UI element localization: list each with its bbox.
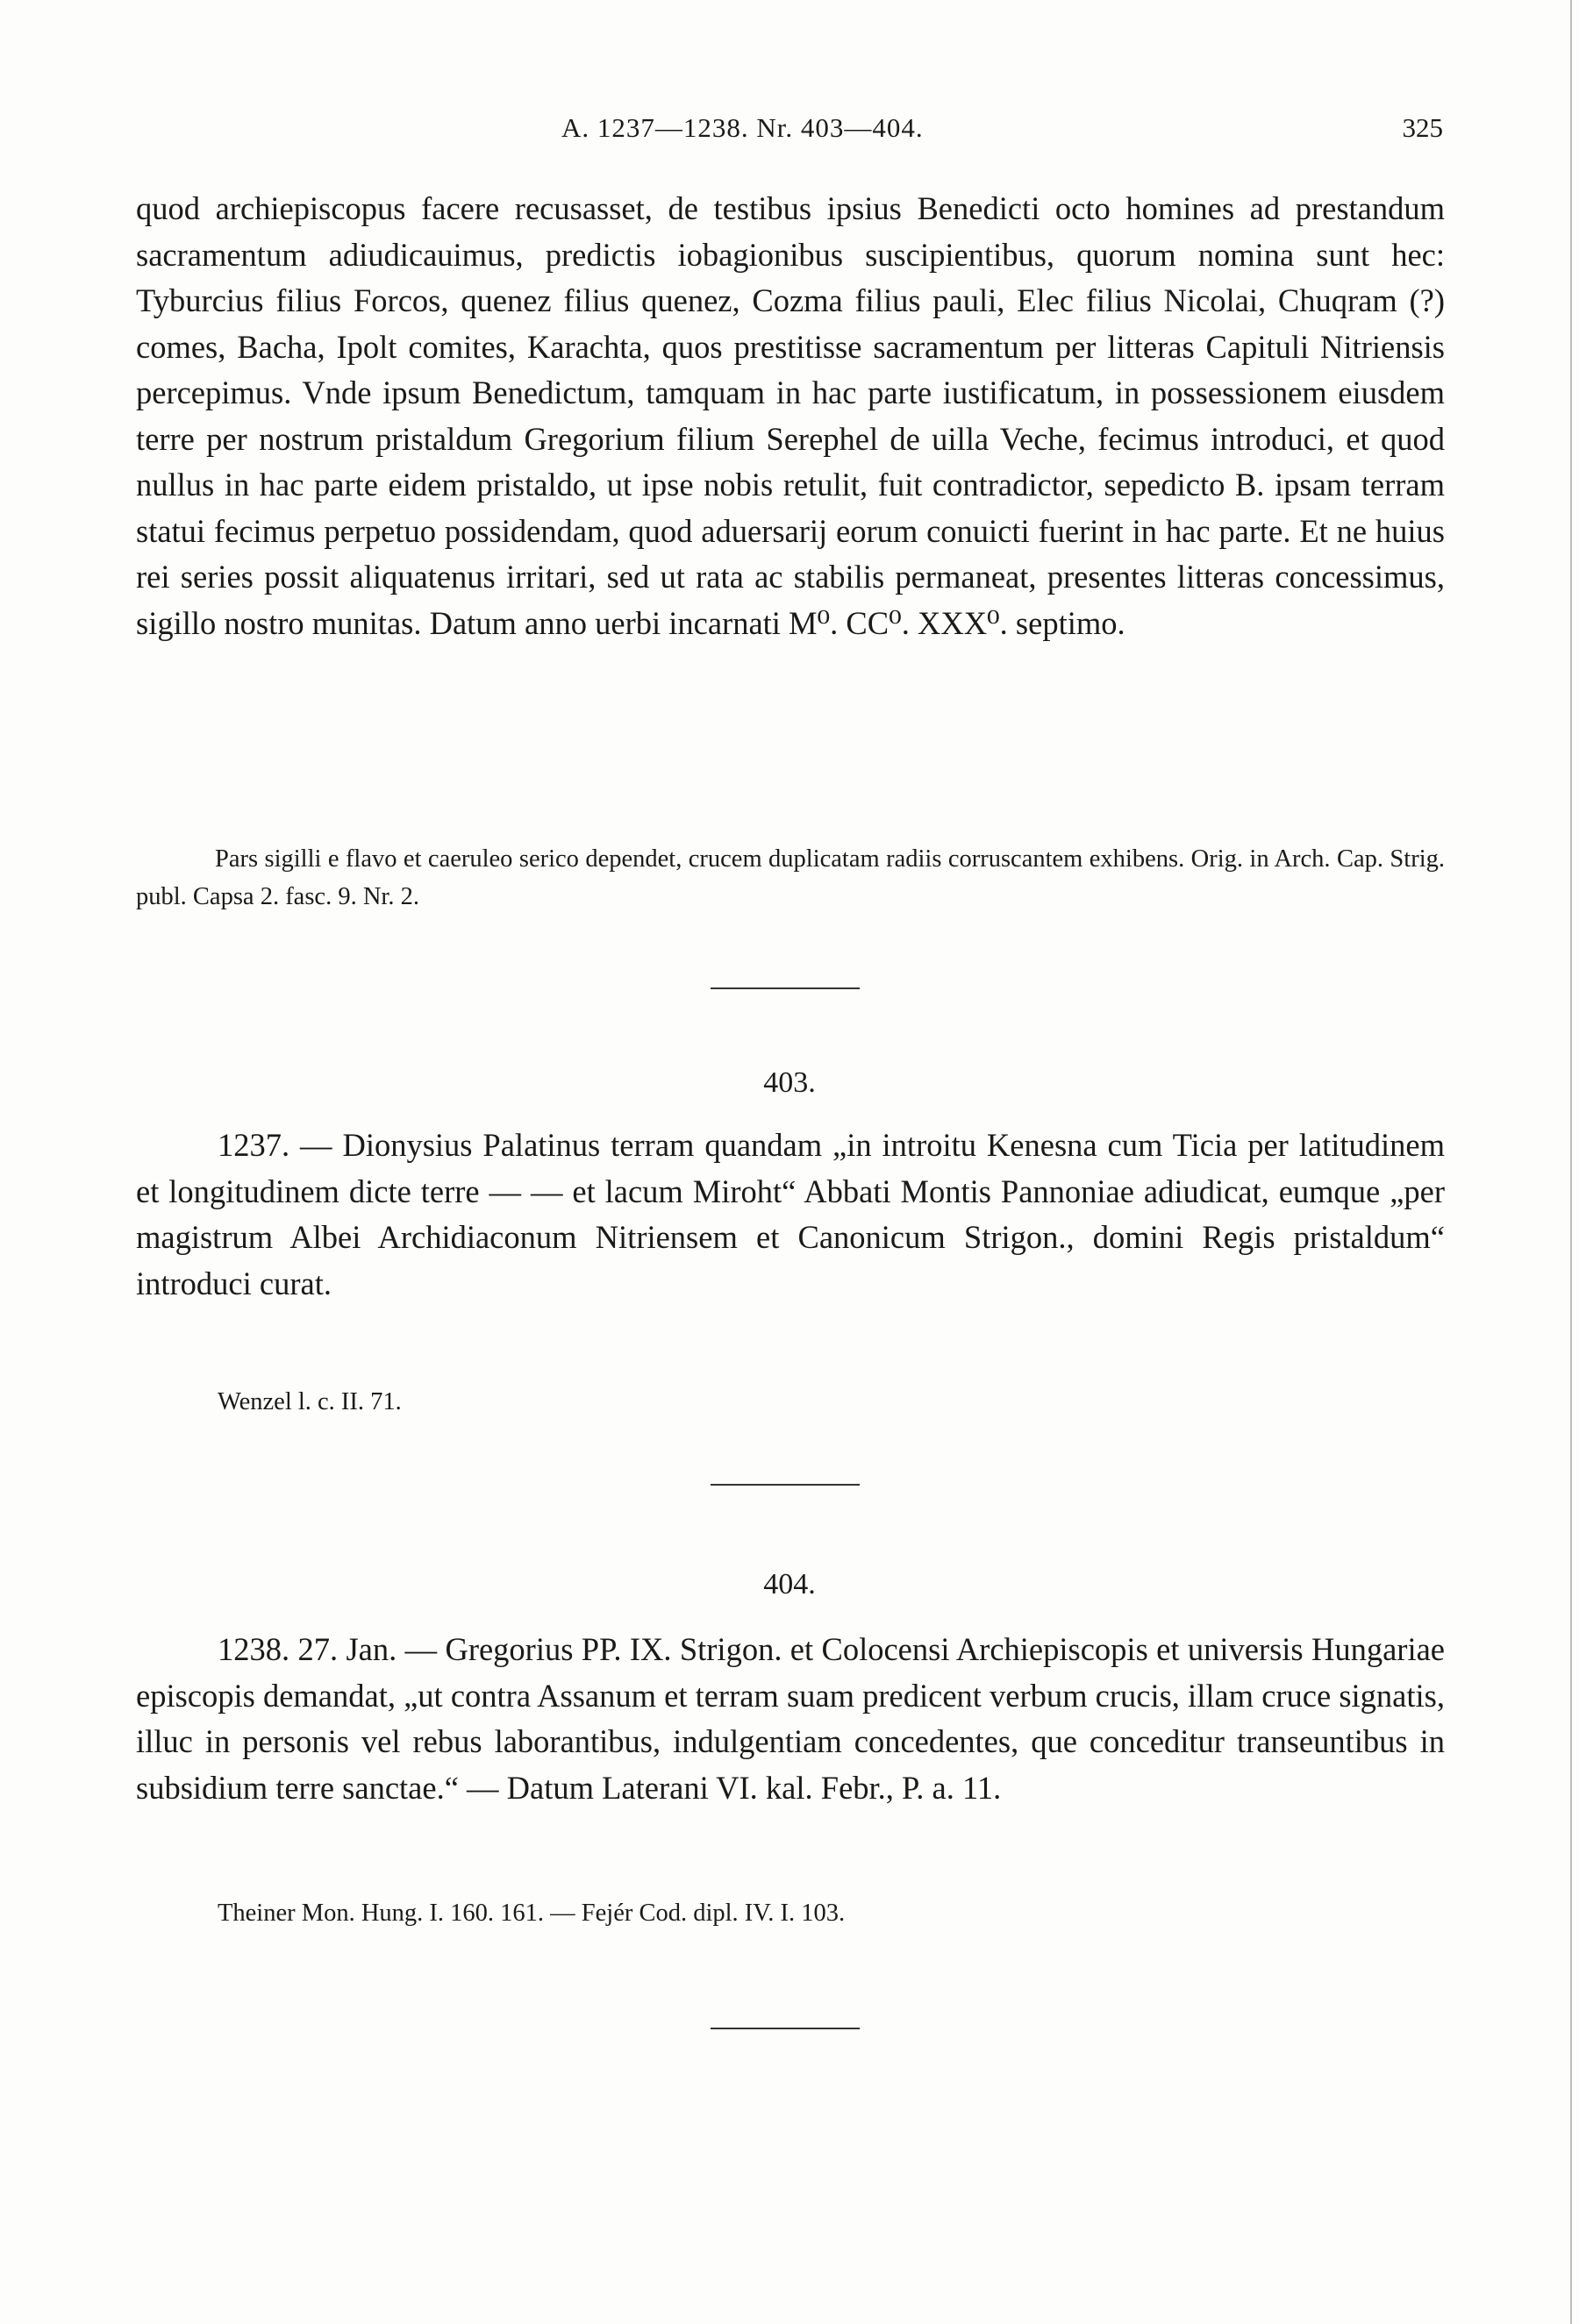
entry-reference: Wenzel l. c. II. 71. bbox=[218, 1388, 402, 1415]
entry-number: 404. bbox=[763, 1568, 816, 1600]
entry-reference: Theiner Mon. Hung. I. 160. 161. — Fejér Cod. dipl. IV. I. 103. bbox=[218, 1900, 846, 1927]
section-divider bbox=[711, 987, 860, 989]
entry-regest: 1238. 27. Jan. — Gregorius PP. IX. Strigon. et Colocensi Archiepiscopis et universis Hungariae episcopis demandat, „ut contra Assanum et terram suam predicent verbum crucis, illam cruce signatis, illuc in personis vel rebus laborantibus, indulgentiam concedentes, que conceditur transeuntibus in subsidium terre sanctae.“ — Datum Laterani VI. kal. Febr., P. a. 11. bbox=[136, 1631, 1445, 1806]
entry-regest: 1237. — Dionysius Palatinus terram quandam „in introitu Kenesna cum Ticia per latitudinem et longitudinem dicte terre — — et lacum Miroht“ Abbati Montis Pannoniae adiudicat, eumque „per magistrum Albei Archidiaconum Nitriensem et Canonicum Strigon., domini Regis pristaldum“ introduci curat. bbox=[136, 1127, 1445, 1301]
section-divider bbox=[711, 2028, 860, 2029]
page-edge-line bbox=[1570, 0, 1572, 2324]
entry-number: 403. bbox=[763, 1066, 816, 1099]
section-divider bbox=[711, 1484, 860, 1486]
seal-note: Pars sigilli e flavo et caeruleo serico dependet, crucem duplicatam radiis corruscantem exhibens. Orig. in Arch. Cap. Strig. publ. Capsa 2. fasc. 9. Nr. 2. bbox=[136, 845, 1445, 910]
running-head: A. 1237—1238. Nr. 403—404. bbox=[561, 112, 924, 143]
running-header bbox=[136, 112, 1443, 156]
charter-text-paragraph: quod archiepiscopus facere recusasset, de testibus ipsius Benedicti octo homines ad prestandum sacramentum adiudicauimus, predictis iobagionibus suscipientibus, quorum nomina sunt hec: Tyburcius filius Forcos, quenez filius quenez, Cozma filius pauli, Elec filius Nicolai, Chuqram (?) comes, Bacha, Ipolt comites, Karachta, quos prestitisse sacramentum per litteras Capituli Nitriensis percepimus. Vnde ipsum Benedictum, tamquam in hac parte iustificatum, in possessionem eiusdem terre per nostrum pristaldum Gregorium filium Serephel de uilla Veche, fecimus introduci, et quod nullus in hac parte eidem pristaldo, ut ipse nobis retulit, fuit contradictor, sepedicto B. ipsam terram statui fecimus perpetuo possidendam, quod aduersarij eorum conuicti fuerint in hac parte. Et ne huius rei series possit aliquatenus irritari, sed ut rata ac stabilis permaneat, presentes litteras concessimus, sigillo nostro munitas. Datum anno uerbi incarnati M⁰. CC⁰. XXX⁰. septimo. bbox=[136, 190, 1445, 641]
page-number: 325 bbox=[1402, 112, 1443, 143]
